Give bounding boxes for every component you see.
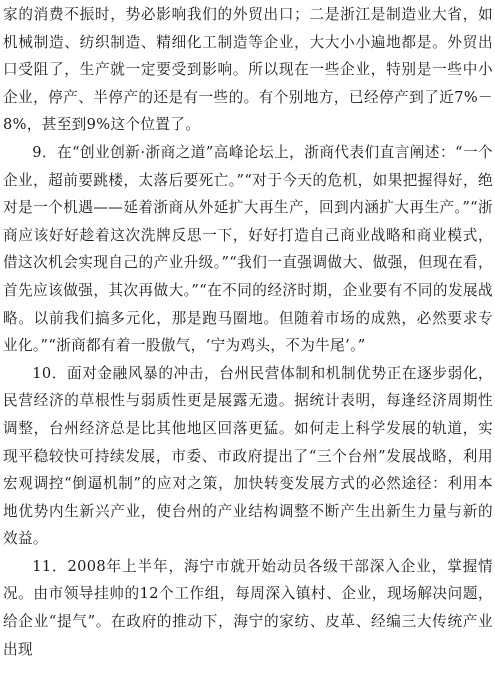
- paragraph-continued: 家的消费不振时，势必影响我们的外贸出口；二是浙江是制造业大省，如机械制造、纺织制造、精细化工制造等企业，大大小小遍地都是。外贸出口受阻了，生产就一定要受到影响。所以现在一些企业，特别是一些中小企业，停产、半停产的还是有一些的。有个别地方，已经停产到了近7%－8%，甚至到9%这个位置了。: [3, 6, 493, 134]
- paragraph-11: 11．2008年上半年，海宁市就开始动员各级干部深入企业，掌握情况。由市领导挂帅的12个工作组，每周深入镇村、企业，现场解决问题，给企业“提气”。在政府的推动下，海宁的家纺、皮革、经编三大传统产业出现: [3, 557, 493, 658]
- paragraph-10: 10．面对金融风暴的冲击，台州民营体制和机制优势正在逐步弱化，民营经济的草根性与弱质性更是展露无遗。据统计表明，每逢经济周期性调整，台州经济总是比其他地区回落更猛。如何走上科学发展的轨道，实现平稳较快可持续发展，市委、市政府提出了“三个台州”发展战略，利用宏观调控“倒逼机制”的应对之策，加快转变发展方式的必然途径：利用本地优势内生新兴产业，使台州的产业结构调整不断产生出新生力量与新的效益。: [3, 364, 493, 548]
- paragraph-9: 9．在“创业创新·浙商之道”高峰论坛上，浙商代表们直言阐述：“一个企业，超前要跳楼，太落后要死亡。”“对于今天的危机，如果把握得好，绝对是一个机遇——延着浙商从外延扩大再生产，回到内涵扩大再生产。”“浙商应该好好趁着这次洗牌反思一下，好好打造自己商业战略和商业模式，借这次机会实现自己的产业升级。”“我们一直强调做大、做强，但现在看，首先应该做强，其次再做大。”“在不同的经济时期，企业要有不同的发展战略。以前我们搞多元化，那是跑马圈地。但随着市场的成熟，必然要求专业化。”“浙商都有着一股傲气，‘宁为鸡头，不为牛尾’。”: [3, 143, 493, 355]
